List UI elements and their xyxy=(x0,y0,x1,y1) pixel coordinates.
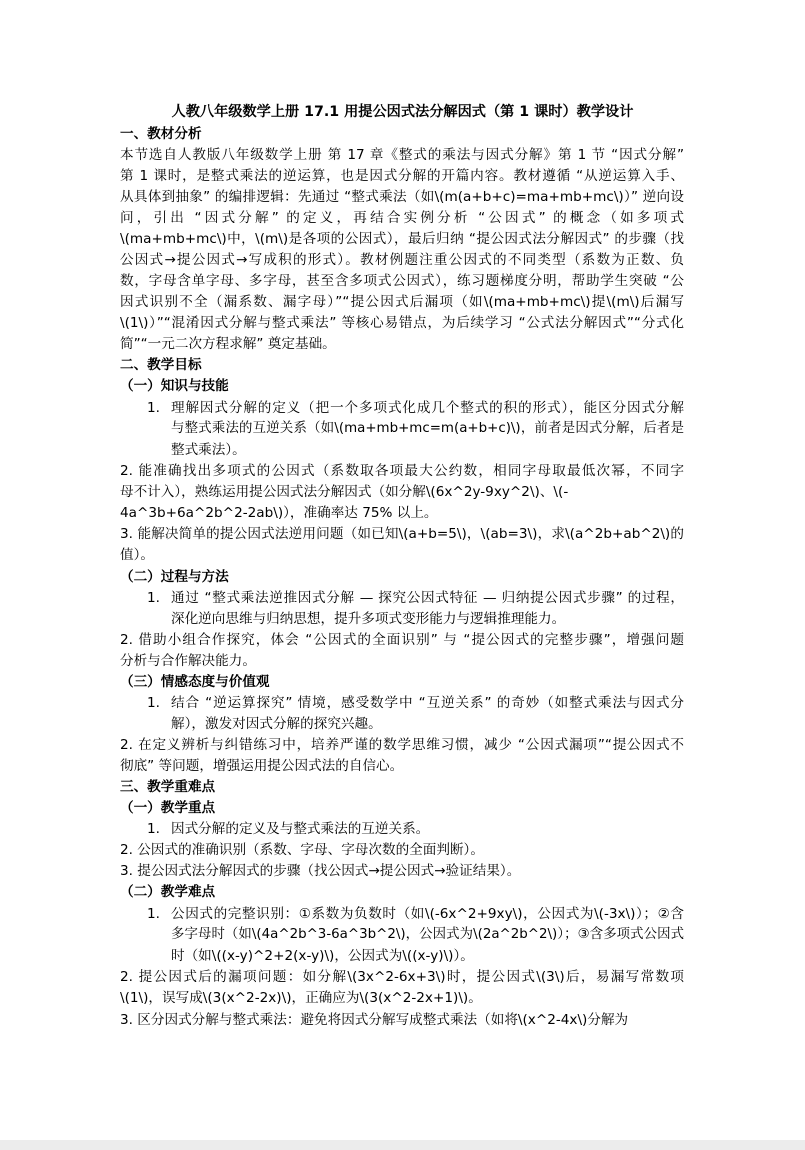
page-bottom-margin xyxy=(0,1140,805,1150)
paragraph-line: \(ma+mb+mc\)中，\(m\)是各项的公因式），最后归纳 “提公因式法分解因式” 的步骤（找 xyxy=(120,231,684,247)
list-item-line: 多字母时（如\(4a^2b^3-6a^3b^2\)，公因式为\(2a^2b^2\)）；③含多项式公因式 xyxy=(171,927,684,942)
document-title: 人教八年级数学上册 17.1 用提公因式法分解因式（第 1 课时）教学设计 xyxy=(171,104,634,120)
paragraph-line: \(1\)）”“混淆因式分解与整式乘法” 等核心易错点，为后续学习 “公式法分解因式”“分式化 xyxy=(120,315,684,331)
subsection-heading-teaching-difficulties: （二）教学难点 xyxy=(120,884,216,900)
list-item-line: 分析与合作解决能力。 xyxy=(120,653,256,669)
list-item-line: 通过 “整式乘法逆推因式分解 — 探究公因式特征 — 归纳提公因式步骤” 的过程， xyxy=(171,590,684,606)
list-number: 1. xyxy=(147,821,160,837)
list-item-line: 因式分解的定义及与整式乘法的互逆关系。 xyxy=(171,821,430,837)
list-item-line: 值）。 xyxy=(120,547,154,563)
list-item-line: 时（如\((x-y)^2+2(x-y)\)，公因式为\((x-y)\)）。 xyxy=(171,948,474,964)
subsection-heading-teaching-focus: （一）教学重点 xyxy=(120,800,216,816)
list-number: 1. xyxy=(147,906,160,922)
list-number: 1. xyxy=(147,590,160,606)
list-item-line: 2. 公因式的准确识别（系数、字母、字母次数的全面判断）。 xyxy=(120,842,484,858)
list-item-line: 2. 能准确找出多项式的公因式（系数取各项最大公约数，相同字母取最低次幂，不同字 xyxy=(120,463,684,479)
paragraph-line: 本节选自人教版八年级数学上册 第 17 章《整式的乘法与因式分解》第 1 节 “因式分解” xyxy=(120,147,684,163)
list-item-line: 整式乘法）。 xyxy=(171,442,246,458)
list-item-line: 彻底” 等问题，增强运用提公因式法的自信心。 xyxy=(120,758,404,774)
list-item-line: 2. 在定义辨析与纠错练习中，培养严谨的数学思维习惯，减少 “公因式漏项”“提公因式不 xyxy=(120,737,684,753)
paragraph-line: 公因式→提公因式→写成积的形式）。教材例题注重公因式的不同类型（系数为正数、负 xyxy=(120,252,684,268)
list-item-line: 解），激发对因式分解的探究兴趣。 xyxy=(171,716,382,732)
section-heading-textbook-analysis: 一、教材分析 xyxy=(120,126,202,142)
paragraph-line: 从具体到抽象” 的编排逻辑：先通过 “整式乘法（如\(m(a+b+c)=ma+mb+mc\)）” 逆向设 xyxy=(120,189,684,205)
paragraph-line: 因式识别不全（漏系数、漏字母）”“提公因式后漏项（如\(ma+mb+mc\)提\(m\)后漏写 xyxy=(120,294,684,310)
list-item-line: 深化逆向思维与归纳思想，提升多项式变形能力与逻辑推理能力。 xyxy=(171,611,566,627)
list-item-line: 理解因式分解的定义（把一个多项式化成几个整式的积的形式），能区分因式分解 xyxy=(171,400,684,416)
list-item-line: 公因式的完整识别：①系数为负数时（如\(-6x^2+9xy\)，公因式为\(-3x\)）；②含 xyxy=(171,906,684,922)
subsection-heading-attitudes-values: （三）情感态度与价值观 xyxy=(120,674,270,690)
list-item-line: 2. 借助小组合作探究，体会 “公因式的全面识别” 与 “提公因式的完整步骤”，增强问题 xyxy=(120,632,684,648)
list-item-line: \(1\)，误写成\(3(x^2-2x)\)，正确应为\(3(x^2-2x+1)\)。 xyxy=(120,990,482,1006)
list-item-line: 3. 区分因式分解与整式乘法：避免将因式分解写成整式乘法（如将\(x^2-4x\)分解为 xyxy=(120,1012,629,1028)
list-item-line: 3. 提公因式法分解因式的步骤（找公因式→提公因式→验证结果）。 xyxy=(120,863,521,879)
list-item-line: 结合 “逆运算探究” 情境，感受数学中 “互逆关系” 的奇妙（如整式乘法与因式分 xyxy=(171,695,684,711)
list-item-line: 与整式乘法的互逆关系（如\(ma+mb+mc=m(a+b+c)\)，前者是因式分解，后者是 xyxy=(171,421,684,436)
list-number: 1. xyxy=(147,695,160,711)
subsection-heading-knowledge-skills: （一）知识与技能 xyxy=(120,378,229,394)
list-item-line: 4a^3b+6a^2b^2-2ab\)），准确率达 75% 以上。 xyxy=(120,505,438,521)
paragraph-line: 简”“一元二次方程求解” 奠定基础。 xyxy=(120,336,336,352)
list-number: 1. xyxy=(147,400,160,416)
paragraph-line: 问，引出 “因式分解” 的定义，再结合实例分析 “公因式” 的概念（如多项式 xyxy=(120,210,684,226)
list-item-line: 2. 提公因式后的漏项问题：如分解\(3x^2-6x+3\)时，提公因式\(3\)后，易漏写常数项 xyxy=(120,969,684,985)
paragraph-line: 第 1 课时，是整式乘法的逆运算，也是因式分解的开篇内容。教材遵循 “从逆运算入手、 xyxy=(120,168,684,184)
list-item-line: 3. 能解决简单的提公因式法逆用问题（如已知\(a+b=5\)，\(ab=3\)，求\(a^2b+ab^2\)的 xyxy=(120,526,684,542)
list-item-line: 母不计入），熟练运用提公因式法分解因式（如分解\(6x^2y-9xy^2\)、\(- xyxy=(120,484,569,500)
subsection-heading-process-methods: （二）过程与方法 xyxy=(120,569,229,585)
paragraph-line: 数，字母含单字母、多字母，甚至含多项式公因式），练习题梯度分明，帮助学生突破 “公 xyxy=(120,273,684,289)
section-heading-key-difficult-points: 三、教学重难点 xyxy=(120,779,216,795)
section-heading-teaching-goals: 二、教学目标 xyxy=(120,357,202,373)
